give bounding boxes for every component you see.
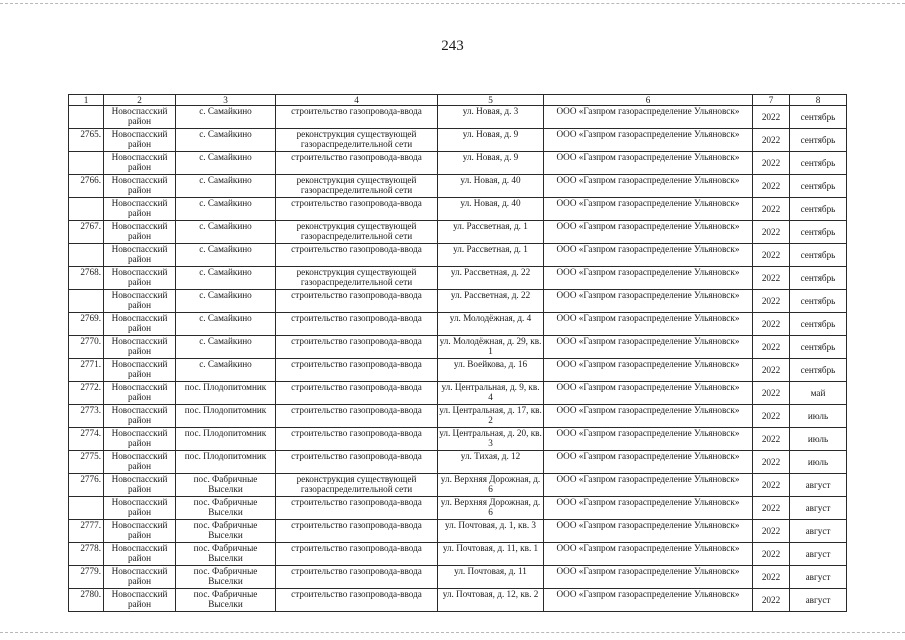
district-cell: Новоспасский район xyxy=(104,451,176,474)
district-cell: Новоспасский район xyxy=(104,589,176,612)
district-cell: Новоспасский район xyxy=(104,543,176,566)
organization-cell: ООО «Газпром газораспределение Ульяновск» xyxy=(544,359,753,382)
district-cell: Новоспасский район xyxy=(104,405,176,428)
district-cell: Новоспасский район xyxy=(104,106,176,129)
settlement-cell: с. Самайкино xyxy=(176,244,276,267)
district-cell: Новоспасский район xyxy=(104,428,176,451)
address-cell: ул. Центральная, д. 20, кв. 3 xyxy=(438,428,544,451)
organization-cell: ООО «Газпром газораспределение Ульяновск» xyxy=(544,290,753,313)
address-cell: ул. Рассветная, д. 1 xyxy=(438,221,544,244)
table-row xyxy=(69,382,847,405)
row-number: 2773. xyxy=(69,405,104,428)
work-type-cell: реконструкция существующей газораспределительной сети xyxy=(276,221,438,244)
work-type-cell: строительство газопровода-ввода xyxy=(276,106,438,129)
year-cell: 2022 xyxy=(753,405,790,428)
settlement-cell: с. Самайкино xyxy=(176,198,276,221)
month-cell: сентябрь xyxy=(790,244,847,267)
address-cell: ул. Новая, д. 9 xyxy=(438,129,544,152)
row-number: 2771. xyxy=(69,359,104,382)
settlement-cell: с. Самайкино xyxy=(176,221,276,244)
address-cell: ул. Верхняя Дорожная, д. 6 xyxy=(438,474,544,497)
address-cell: ул. Почтовая, д. 1, кв. 3 xyxy=(438,520,544,543)
organization-cell: ООО «Газпром газораспределение Ульяновск» xyxy=(544,221,753,244)
district-cell: Новоспасский район xyxy=(104,497,176,520)
year-cell: 2022 xyxy=(753,543,790,566)
year-cell: 2022 xyxy=(753,520,790,543)
year-cell: 2022 xyxy=(753,589,790,612)
year-cell: 2022 xyxy=(753,175,790,198)
district-cell: Новоспасский район xyxy=(104,175,176,198)
work-type-cell: строительство газопровода-ввода xyxy=(276,290,438,313)
organization-cell: ООО «Газпром газораспределение Ульяновск» xyxy=(544,106,753,129)
month-cell: август xyxy=(790,589,847,612)
organization-cell: ООО «Газпром газораспределение Ульяновск» xyxy=(544,589,753,612)
settlement-cell: с. Самайкино xyxy=(176,175,276,198)
settlement-cell: с. Самайкино xyxy=(176,290,276,313)
year-cell: 2022 xyxy=(753,497,790,520)
table-row xyxy=(69,106,847,129)
settlement-cell: пос. Фабричные Выселки xyxy=(176,589,276,612)
settlement-cell: с. Самайкино xyxy=(176,152,276,175)
month-cell: июль xyxy=(790,451,847,474)
work-type-cell: строительство газопровода-ввода xyxy=(276,543,438,566)
table-row xyxy=(69,451,847,474)
organization-cell: ООО «Газпром газораспределение Ульяновск» xyxy=(544,382,753,405)
row-number xyxy=(69,497,104,520)
row-number: 2779. xyxy=(69,566,104,589)
month-cell: май xyxy=(790,382,847,405)
address-cell: ул. Рассветная, д. 22 xyxy=(438,290,544,313)
address-cell: ул. Почтовая, д. 12, кв. 2 xyxy=(438,589,544,612)
year-cell: 2022 xyxy=(753,382,790,405)
address-cell: ул. Почтовая, д. 11, кв. 1 xyxy=(438,543,544,566)
year-cell: 2022 xyxy=(753,566,790,589)
month-cell: сентябрь xyxy=(790,106,847,129)
row-number xyxy=(69,290,104,313)
row-number xyxy=(69,106,104,129)
year-cell: 2022 xyxy=(753,198,790,221)
organization-cell: ООО «Газпром газораспределение Ульяновск» xyxy=(544,336,753,359)
year-cell: 2022 xyxy=(753,451,790,474)
organization-cell: ООО «Газпром газораспределение Ульяновск» xyxy=(544,405,753,428)
year-cell: 2022 xyxy=(753,336,790,359)
table-row xyxy=(69,267,847,290)
year-cell: 2022 xyxy=(753,474,790,497)
settlement-cell: пос. Фабричные Выселки xyxy=(176,520,276,543)
month-cell: сентябрь xyxy=(790,313,847,336)
address-cell: ул. Молодёжная, д. 4 xyxy=(438,313,544,336)
table-row xyxy=(69,474,847,497)
column-header: 5 xyxy=(438,95,544,106)
work-type-cell: строительство газопровода-ввода xyxy=(276,405,438,428)
settlement-cell: пос. Фабричные Выселки xyxy=(176,543,276,566)
organization-cell: ООО «Газпром газораспределение Ульяновск» xyxy=(544,267,753,290)
settlement-cell: пос. Плодопитомник xyxy=(176,428,276,451)
organization-cell: ООО «Газпром газораспределение Ульяновск» xyxy=(544,244,753,267)
column-number-row xyxy=(69,95,847,106)
row-number: 2770. xyxy=(69,336,104,359)
address-cell: ул. Центральная, д. 17, кв. 2 xyxy=(438,405,544,428)
row-number: 2767. xyxy=(69,221,104,244)
organization-cell: ООО «Газпром газораспределение Ульяновск» xyxy=(544,198,753,221)
address-cell: ул. Почтовая, д. 11 xyxy=(438,566,544,589)
work-type-cell: строительство газопровода-ввода xyxy=(276,520,438,543)
table-row xyxy=(69,405,847,428)
table-row xyxy=(69,428,847,451)
gasification-table xyxy=(68,94,847,612)
table-row xyxy=(69,520,847,543)
organization-cell: ООО «Газпром газораспределение Ульяновск» xyxy=(544,152,753,175)
organization-cell: ООО «Газпром газораспределение Ульяновск» xyxy=(544,451,753,474)
column-header: 8 xyxy=(790,95,847,106)
district-cell: Новоспасский район xyxy=(104,198,176,221)
work-type-cell: строительство газопровода-ввода xyxy=(276,589,438,612)
work-type-cell: строительство газопровода-ввода xyxy=(276,497,438,520)
work-type-cell: строительство газопровода-ввода xyxy=(276,152,438,175)
table-row xyxy=(69,244,847,267)
district-cell: Новоспасский район xyxy=(104,566,176,589)
column-header: 4 xyxy=(276,95,438,106)
month-cell: сентябрь xyxy=(790,221,847,244)
organization-cell: ООО «Газпром газораспределение Ульяновск» xyxy=(544,428,753,451)
settlement-cell: пос. Плодопитомник xyxy=(176,405,276,428)
organization-cell: ООО «Газпром газораспределение Ульяновск» xyxy=(544,313,753,336)
month-cell: сентябрь xyxy=(790,336,847,359)
district-cell: Новоспасский район xyxy=(104,129,176,152)
month-cell: август xyxy=(790,566,847,589)
year-cell: 2022 xyxy=(753,106,790,129)
row-number: 2768. xyxy=(69,267,104,290)
month-cell: сентябрь xyxy=(790,267,847,290)
work-type-cell: реконструкция существующей газораспределительной сети xyxy=(276,267,438,290)
district-cell: Новоспасский район xyxy=(104,221,176,244)
table-row xyxy=(69,336,847,359)
column-header: 6 xyxy=(544,95,753,106)
row-number: 2769. xyxy=(69,313,104,336)
table-row xyxy=(69,497,847,520)
table-row xyxy=(69,589,847,612)
work-type-cell: строительство газопровода-ввода xyxy=(276,198,438,221)
row-number: 2780. xyxy=(69,589,104,612)
work-type-cell: реконструкция существующей газораспределительной сети xyxy=(276,175,438,198)
table-row xyxy=(69,221,847,244)
settlement-cell: пос. Фабричные Выселки xyxy=(176,566,276,589)
settlement-cell: с. Самайкино xyxy=(176,267,276,290)
row-number xyxy=(69,198,104,221)
address-cell: ул. Тихая, д. 12 xyxy=(438,451,544,474)
address-cell: ул. Рассветная, д. 1 xyxy=(438,244,544,267)
row-number: 2778. xyxy=(69,543,104,566)
address-cell: ул. Новая, д. 9 xyxy=(438,152,544,175)
row-number: 2776. xyxy=(69,474,104,497)
month-cell: сентябрь xyxy=(790,129,847,152)
row-number: 2766. xyxy=(69,175,104,198)
column-header: 1 xyxy=(69,95,104,106)
address-cell: ул. Новая, д. 40 xyxy=(438,175,544,198)
organization-cell: ООО «Газпром газораспределение Ульяновск» xyxy=(544,520,753,543)
month-cell: сентябрь xyxy=(790,290,847,313)
scan-edge-top xyxy=(0,3,905,5)
settlement-cell: с. Самайкино xyxy=(176,129,276,152)
table-row xyxy=(69,129,847,152)
year-cell: 2022 xyxy=(753,129,790,152)
organization-cell: ООО «Газпром газораспределение Ульяновск» xyxy=(544,175,753,198)
year-cell: 2022 xyxy=(753,244,790,267)
district-cell: Новоспасский район xyxy=(104,290,176,313)
table-row xyxy=(69,313,847,336)
settlement-cell: с. Самайкино xyxy=(176,336,276,359)
table-row xyxy=(69,290,847,313)
year-cell: 2022 xyxy=(753,359,790,382)
month-cell: сентябрь xyxy=(790,198,847,221)
address-cell: ул. Верхняя Дорожная, д. 6 xyxy=(438,497,544,520)
address-cell: ул. Центральная, д. 9, кв. 4 xyxy=(438,382,544,405)
work-type-cell: реконструкция существующей газораспределительной сети xyxy=(276,474,438,497)
year-cell: 2022 xyxy=(753,428,790,451)
row-number: 2777. xyxy=(69,520,104,543)
page-number: 243 xyxy=(441,38,464,54)
district-cell: Новоспасский район xyxy=(104,267,176,290)
month-cell: август xyxy=(790,520,847,543)
month-cell: июль xyxy=(790,405,847,428)
address-cell: ул. Новая, д. 40 xyxy=(438,198,544,221)
month-cell: август xyxy=(790,497,847,520)
row-number: 2775. xyxy=(69,451,104,474)
month-cell: август xyxy=(790,474,847,497)
settlement-cell: пос. Фабричные Выселки xyxy=(176,497,276,520)
year-cell: 2022 xyxy=(753,313,790,336)
district-cell: Новоспасский район xyxy=(104,520,176,543)
table-row xyxy=(69,359,847,382)
row-number: 2774. xyxy=(69,428,104,451)
work-type-cell: строительство газопровода-ввода xyxy=(276,244,438,267)
year-cell: 2022 xyxy=(753,290,790,313)
organization-cell: ООО «Газпром газораспределение Ульяновск» xyxy=(544,566,753,589)
scan-edge-bottom xyxy=(0,632,905,634)
month-cell: сентябрь xyxy=(790,359,847,382)
district-cell: Новоспасский район xyxy=(104,244,176,267)
organization-cell: ООО «Газпром газораспределение Ульяновск» xyxy=(544,129,753,152)
district-cell: Новоспасский район xyxy=(104,382,176,405)
table-row xyxy=(69,566,847,589)
work-type-cell: строительство газопровода-ввода xyxy=(276,313,438,336)
work-type-cell: строительство газопровода-ввода xyxy=(276,428,438,451)
organization-cell: ООО «Газпром газораспределение Ульяновск» xyxy=(544,474,753,497)
work-type-cell: строительство газопровода-ввода xyxy=(276,336,438,359)
table-row xyxy=(69,198,847,221)
table-row xyxy=(69,543,847,566)
row-number: 2772. xyxy=(69,382,104,405)
row-number xyxy=(69,152,104,175)
row-number: 2765. xyxy=(69,129,104,152)
settlement-cell: с. Самайкино xyxy=(176,106,276,129)
settlement-cell: пос. Плодопитомник xyxy=(176,451,276,474)
organization-cell: ООО «Газпром газораспределение Ульяновск» xyxy=(544,497,753,520)
settlement-cell: с. Самайкино xyxy=(176,359,276,382)
address-cell: ул. Молодёжная, д. 29, кв. 1 xyxy=(438,336,544,359)
row-number xyxy=(69,244,104,267)
settlement-cell: с. Самайкино xyxy=(176,313,276,336)
district-cell: Новоспасский район xyxy=(104,359,176,382)
column-header: 7 xyxy=(753,95,790,106)
table-row xyxy=(69,152,847,175)
work-type-cell: строительство газопровода-ввода xyxy=(276,566,438,589)
district-cell: Новоспасский район xyxy=(104,336,176,359)
work-type-cell: строительство газопровода-ввода xyxy=(276,359,438,382)
address-cell: ул. Воейкова, д. 16 xyxy=(438,359,544,382)
year-cell: 2022 xyxy=(753,152,790,175)
work-type-cell: строительство газопровода-ввода xyxy=(276,451,438,474)
district-cell: Новоспасский район xyxy=(104,152,176,175)
table-row xyxy=(69,175,847,198)
month-cell: июль xyxy=(790,428,847,451)
address-cell: ул. Новая, д. 3 xyxy=(438,106,544,129)
work-type-cell: реконструкция существующей газораспределительной сети xyxy=(276,129,438,152)
organization-cell: ООО «Газпром газораспределение Ульяновск» xyxy=(544,543,753,566)
year-cell: 2022 xyxy=(753,267,790,290)
month-cell: август xyxy=(790,543,847,566)
settlement-cell: пос. Фабричные Выселки xyxy=(176,474,276,497)
month-cell: сентябрь xyxy=(790,152,847,175)
settlement-cell: пос. Плодопитомник xyxy=(176,382,276,405)
district-cell: Новоспасский район xyxy=(104,474,176,497)
column-header: 2 xyxy=(104,95,176,106)
district-cell: Новоспасский район xyxy=(104,313,176,336)
work-type-cell: строительство газопровода-ввода xyxy=(276,382,438,405)
address-cell: ул. Рассветная, д. 22 xyxy=(438,267,544,290)
month-cell: сентябрь xyxy=(790,175,847,198)
year-cell: 2022 xyxy=(753,221,790,244)
column-header: 3 xyxy=(176,95,276,106)
